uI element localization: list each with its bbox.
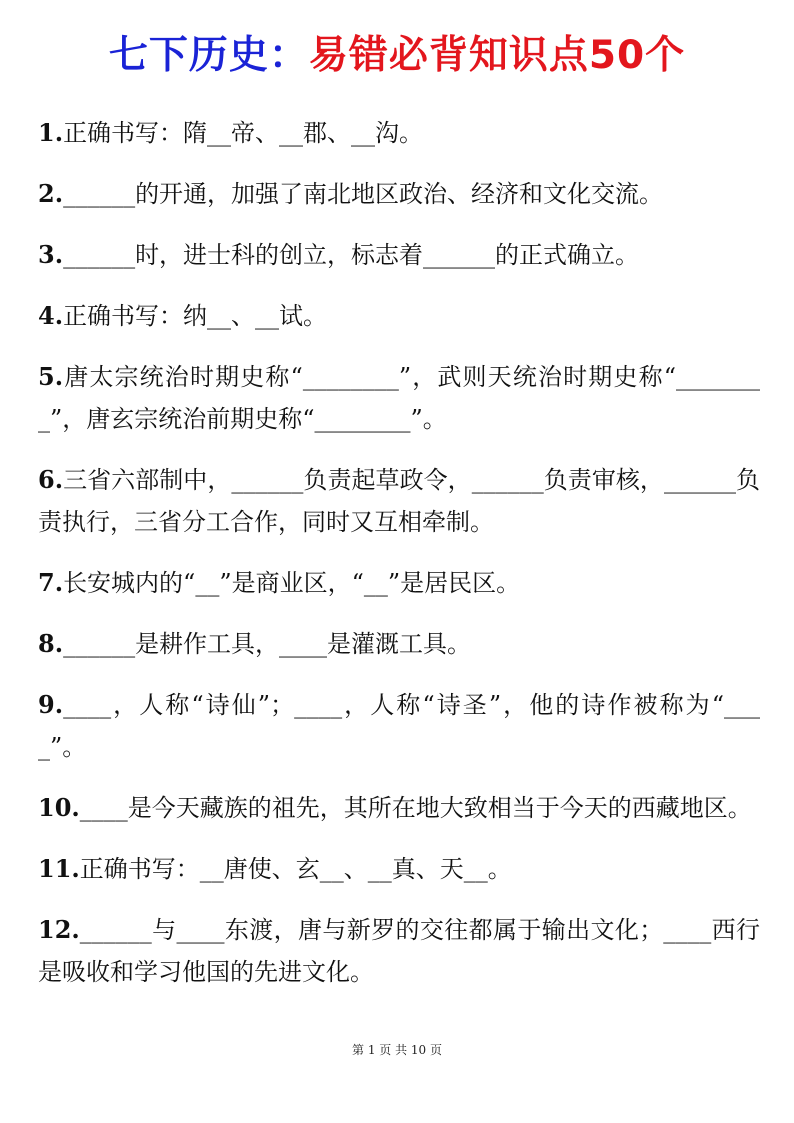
question-text: 三省六部制中，______负责起草政令，______负责审核，______负责执行，三省分工合作，同时又互相牵制。	[38, 466, 760, 536]
question-item	[38, 562, 760, 604]
question-text: 唐太宗统治时期史称“________”，武则天统治时期史称“________”，唐玄宗统治前期史称“________”。	[38, 363, 760, 433]
question-number: 2.	[38, 179, 64, 208]
question-list	[38, 112, 760, 1012]
question-item	[38, 173, 760, 215]
question-item	[38, 909, 760, 993]
question-item	[38, 684, 760, 768]
title-part-blue: 七下历史：	[108, 33, 309, 78]
question-text: ____，人称“诗仙”；____，人称“诗圣”，他的诗作被称为“____”。	[38, 691, 760, 761]
question-item	[38, 295, 760, 337]
question-number: 8.	[38, 629, 64, 658]
question-number: 6.	[38, 465, 64, 494]
question-item	[38, 787, 760, 829]
question-number: 9.	[38, 690, 64, 719]
question-text: ______时，进士科的创立，标志着______的正式确立。	[63, 241, 640, 269]
page-footer: 第 1 页 共 10 页	[352, 1043, 442, 1057]
question-item	[38, 234, 760, 276]
question-text: 正确书写：__唐使、玄__、__真、天__。	[79, 855, 512, 883]
question-number: 5.	[38, 362, 64, 391]
question-text: ______的开通，加强了南北地区政治、经济和文化交流。	[63, 180, 664, 208]
question-text: ______与____东渡，唐与新罗的交往都属于输出文化；____西行是吸收和学习他国的先进文化。	[38, 916, 760, 986]
question-text: 正确书写：隋__帝、__郡、__沟。	[63, 119, 424, 147]
question-item	[38, 459, 760, 543]
question-number: 12.	[38, 915, 80, 944]
question-text: ____是今天藏族的祖先，其所在地大致相当于今天的西藏地区。	[79, 794, 752, 822]
page-title	[0, 30, 794, 82]
title-part-red: 易错必背知识点50个	[308, 33, 686, 78]
question-number: 1.	[38, 118, 64, 147]
question-text: 长安城内的“__”是商业区，“__”是居民区。	[63, 569, 521, 597]
question-item	[38, 356, 760, 440]
question-text: ______是耕作工具，____是灌溉工具。	[63, 630, 472, 658]
question-number: 11.	[38, 854, 80, 883]
question-item	[38, 623, 760, 665]
question-number: 4.	[38, 301, 64, 330]
question-number: 3.	[38, 240, 64, 269]
question-text: 正确书写：纳__、__试。	[63, 302, 328, 330]
question-number: 10.	[38, 793, 80, 822]
question-item	[38, 112, 760, 154]
question-item	[38, 848, 760, 890]
question-number: 7.	[38, 568, 64, 597]
